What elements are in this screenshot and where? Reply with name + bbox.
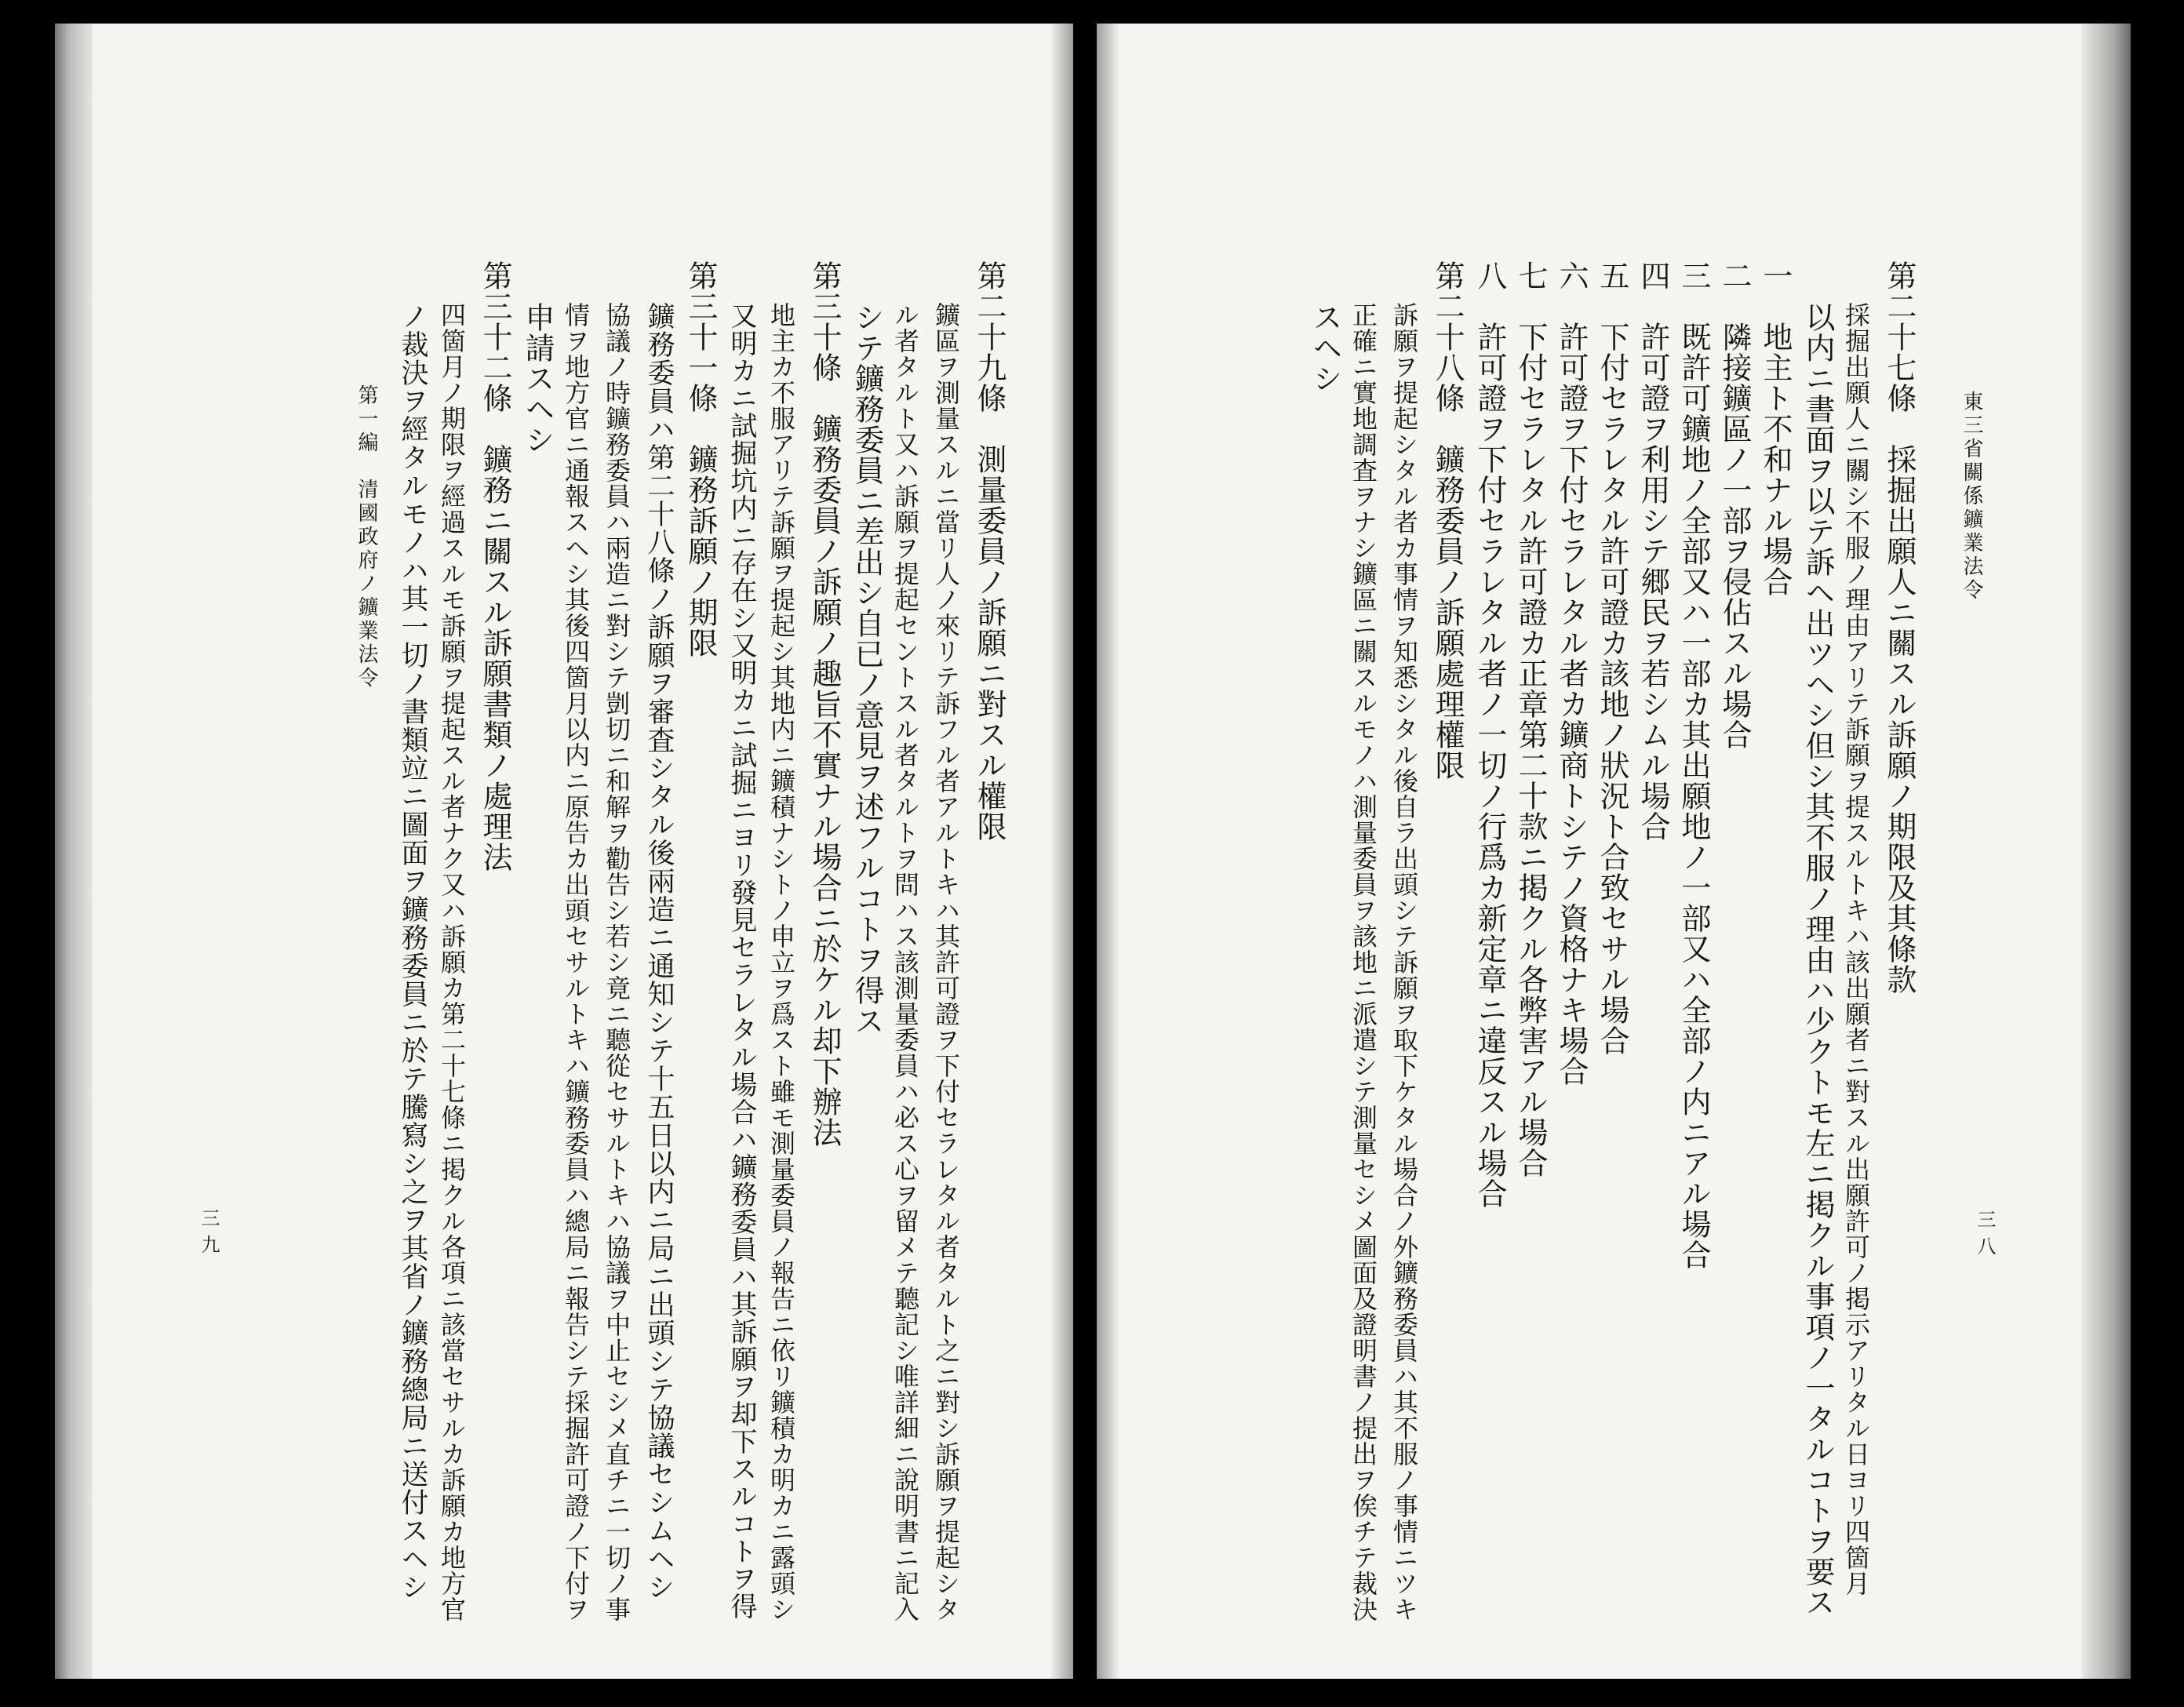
text-line: シテ鑛務委員ニ差出シ自已ノ意見ヲ述フルコトヲ得ス [850,302,884,1036]
text-line: 協議ノ時鑛務委員ハ兩造ニ對シテ剴切ニ和解ヲ勸告シ若シ竟ニ聽從セサルトキハ協議ヲ中止セシメ直チニ一切ノ事 [602,302,632,1622]
list-item-2: 二 隣接鑛區ノ一部ヲ侵佔スル場合 [1717,260,1752,750]
list-item-5: 五 下付セラレタル許可證カ該地ノ狀況ト合致セサル場合 [1595,260,1629,1056]
left-page [55,24,1073,1679]
text-line: 訴願ヲ提起シタル者カ事情ヲ知悉シタル後自ラ出頭シテ訴願ヲ取下ケタル場合ノ外鑛務委員ハ其不服ノ事情ニツキ [1389,302,1419,1622]
list-item-1: 一 地主ト不和ナル場合 [1758,260,1793,597]
page-number: 三九 [198,1208,220,1261]
article-32-heading: 第三十二條 鑛務ニ關スル訴願書類ノ處理法 [478,260,512,872]
list-item-6: 六 許可證ヲ下付セラレタル者カ鑛商トシテノ資格ナキ場合 [1554,260,1589,1086]
gutter-shadow [1097,24,1120,1679]
page-header: 東三省關係鑛業法令 [1960,391,1983,602]
article-29-heading: 第二十九條 測量委員ノ訴願ニ對スル權限 [972,260,1006,842]
page-footer: 第一編 清國政府ノ鑛業法令 [355,384,378,690]
text-line: 申請スヘシ [520,302,555,455]
text-line: 地主カ不服アリテ訴願ヲ提起シ其地内ニ鑛積ナシトノ申立ヲ爲スト雖モ測量委員ノ報告ニ依リ鑛積カ明カニ露頭シ [766,302,796,1622]
text-line: 採掘出願人ニ關シ不服ノ理由アリテ訴願ヲ提スルトキハ該出願者ニ對スル出願許可ノ掲示アリタル日ヨリ四箇月 [1841,302,1871,1596]
page-edge-right [2082,24,2131,1679]
article-31-heading: 第三十一條 鑛務訴願ノ期限 [683,260,718,658]
article-28-heading: 第二十八條 鑛務委員ノ訴願處理權限 [1430,260,1465,781]
text-line: 又明カニ試掘坑内ニ存在シ又明カニ試掘ニヨリ發見セラレタル場合ハ鑛務委員ハ其訴願ヲ却下スルコトヲ得 [726,302,757,1620]
list-item-8: 八 許可證ヲ下付セラレタル者ノ一切ノ行爲カ新定章ニ違反スル場合 [1472,260,1507,1209]
text-line: 正確ニ實地調査ヲナシ鑛區ニ關スルモノハ測量委員ヲ該地ニ派遣シテ測量セシメ圖面及證明書ノ提出ヲ俟チテ裁決 [1349,302,1378,1622]
text-line: 鑛務委員ハ第二十八條ノ訴願ヲ審査シタル後兩造ニ通知シテ十五日以内ニ局ニ出頭シテ協議セシムヘシ [643,302,675,1601]
text-line: 情ヲ地方官ニ通報スヘシ其後四箇月以内ニ原告カ出頭セサルトキハ鑛務委員ハ總局ニ報告シテ採掘許可證ノ下付ヲ [561,302,591,1622]
book-spine [1073,24,1097,1679]
article-27-heading: 第二十七條 採掘出願人ニ關スル訴願ノ期限及其條款 [1882,260,1916,995]
text-line: 四箇月ノ期限ヲ經過スルモ訴願ヲ提起スル者ナク又ハ訴願カ第二十七條ニ掲クル各項ニ該當セサルカ訴願カ地方官 [437,302,467,1622]
list-item-3: 三 既許可鑛地ノ全部又ハ一部カ其出願地ノ一部又ハ全部ノ内ニアル場合 [1676,260,1711,1270]
page-number: 三八 [1974,1210,1996,1263]
article-30-heading: 第三十條 鑛務委員ノ訴願ノ趣旨不實ナル場合ニ於ケル却下辦法 [807,260,842,1148]
list-item-7: 七 下付セラレタル許可證カ正章第二十款ニ掲クル各弊害アル場合 [1513,260,1548,1178]
text-line: スヘシ [1308,302,1342,394]
page-edge-left [55,24,93,1679]
text-line: 鑛區ヲ測量スルニ當リ人ノ來リテ訴フル者アルトキハ其許可證ヲ下付セラレタル者タルト之ニ對シ訴願ヲ提起シタ [931,302,961,1622]
text-line: 以内ニ書面ヲ以テ訴ヘ出ツヘシ但シ其不服ノ理由ハ少クトモ左ニ掲クル事項ノ一タルコトヲ要ス [1800,302,1835,1618]
gutter-shadow [1050,24,1073,1679]
right-page [1097,24,2131,1679]
text-line: ル者タルト又ハ訴願ヲ提起セントスル者タルトヲ問ハス該測量委員ハ必ス心ヲ留メテ聽記シ唯詳細ニ說明書ニ記入 [890,302,920,1622]
text-line: ノ裁決ヲ經タルモノハ其一切ノ書類竝ニ圖面ヲ鑛務委員ニ於テ騰寫シ之ヲ其省ノ鑛務總局ニ送付スヘシ [397,302,428,1601]
list-item-4: 四 許可證ヲ利用シテ郷民ヲ若シムル場合 [1636,260,1670,842]
